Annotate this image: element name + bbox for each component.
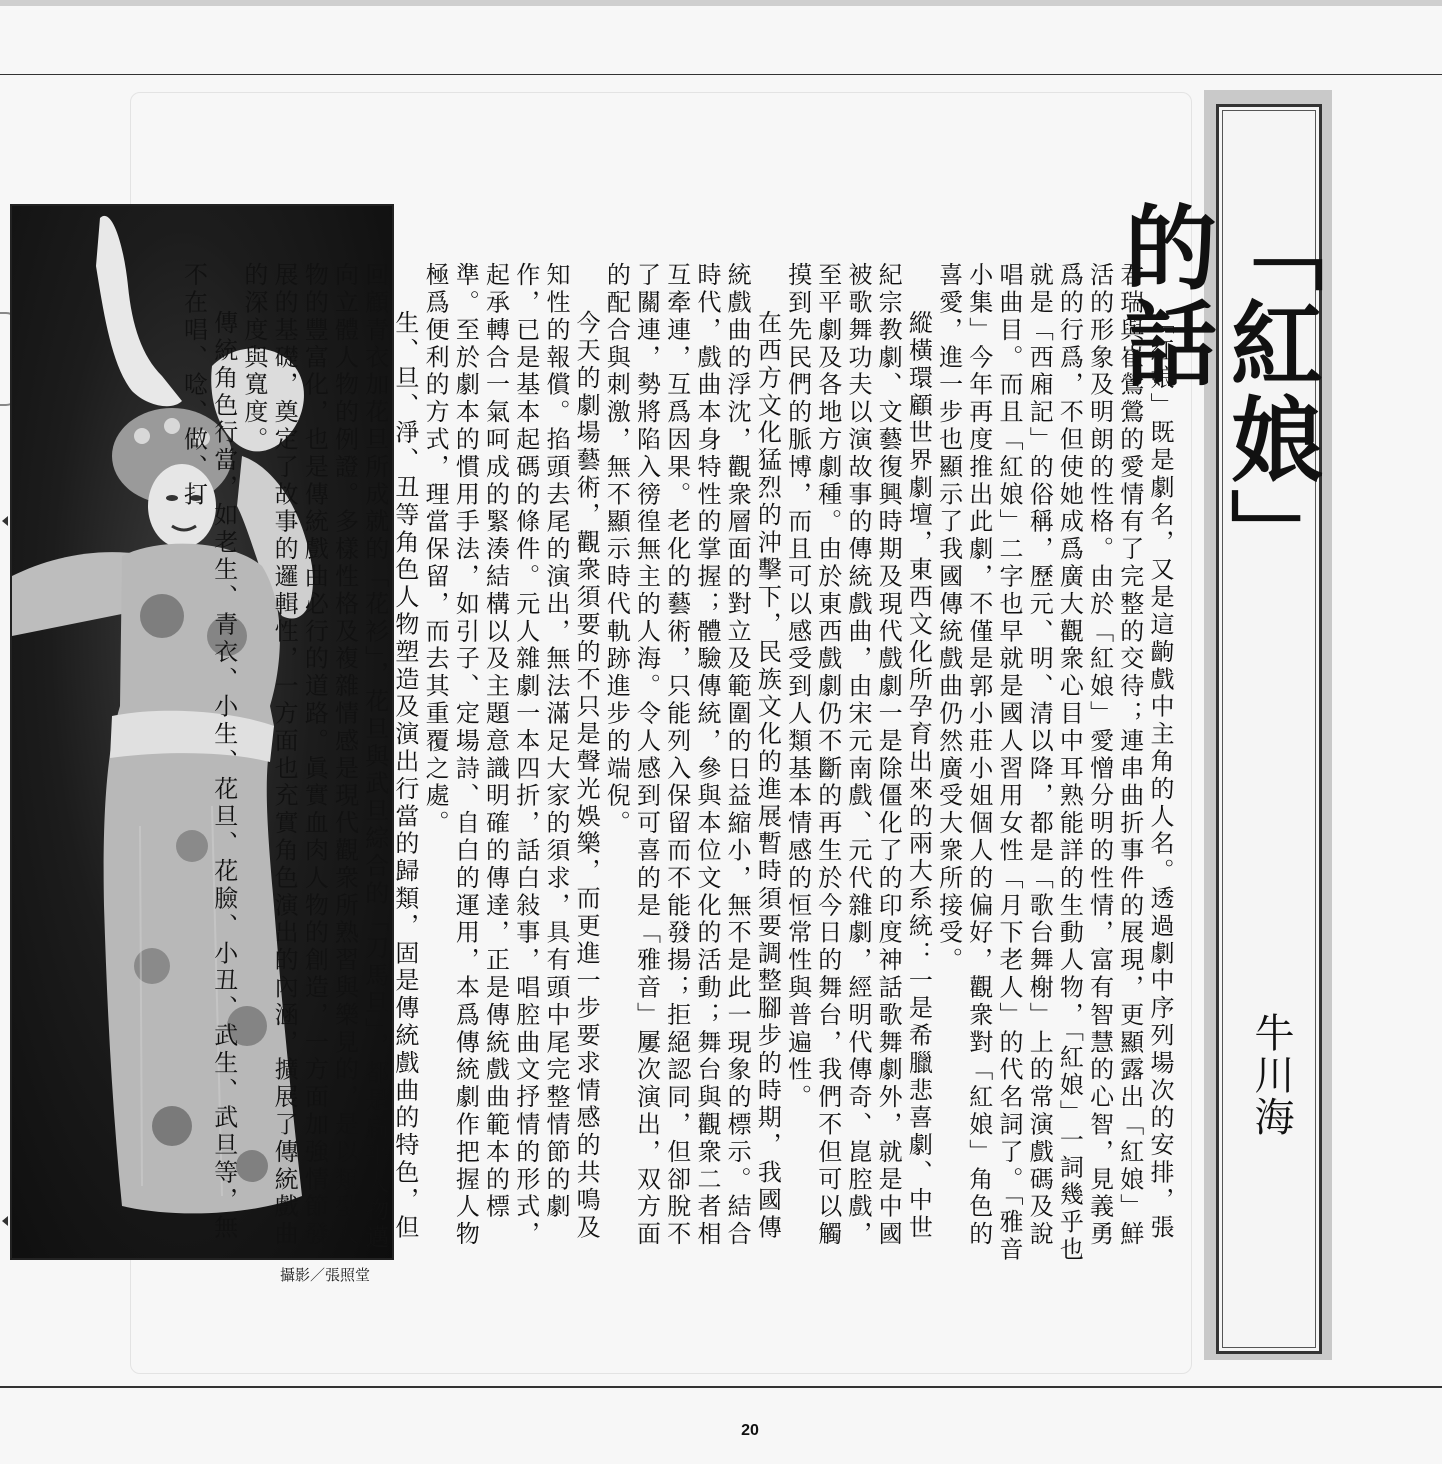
margin-arrow-icon — [2, 516, 8, 526]
article-paragraph: 在西方文化猛烈的沖擊下，民族文化的進展暫時須要調整腳步的時期，我國傳統戲曲的浮沈，觀衆層面的對立及範圍的日益縮小，無不是此一現象的標示。結合時代，戲曲本身特性的掌握；體驗傳統，參與本位文化的活動；舞台與觀衆二者相互牽連，互爲因果。老化的藝術，只能列入保留而不能發揚；拒絕認同，但卻脫不了關連，勢將陷入徬徨無主的人海。令人感到可喜的是「雅音」屢次演出，双方面的配合與刺激，無不顯示時代軌跡進步的端倪。 — [602, 262, 782, 1249]
bottom-rule — [0, 1386, 1442, 1388]
article-paragraph: 縱橫環顧世界劇壇，東西文化所孕育出來的兩大系統：一是希臘悲喜劇、中世紀宗教劇、文藝復興時期及現代戲劇一是除僵化了的印度神話歌舞劇外，就是中國被歌舞功夫以演故事的傳統戲曲，由宋元南戲、元代雜劇，經明代傳奇、崑腔戲，至平劇及各地方劇種。由於東西戲劇仍不斷的再生於今日的舞台，我們不但可以觸摸到先民們的脈博，而且可以感受到人類基本情感的恒常性與普遍性。 — [783, 262, 933, 1249]
article-paragraph: 今天的劇場藝術，觀衆須要的不只是聲光娛樂，而更進一步要求情感的共鳴及知性的報償。掐頭去尾的演出，無法滿足大家的須求，具有頭中尾完整情節的劇作，已是基本起碼的條件。元人雜劇一本四折，話白敍事，唱腔曲文抒情的形式，起承轉合一氣呵成的緊湊結構以及主題意識明確的傳達，正是傳統戲曲範本的標準。至於劇本的慣用手法，如引子、定場詩、自白的運用，本爲傳統劇作把握人物極爲便利的方式，理當保留，而去其重覆之處。 — [421, 262, 601, 1249]
page-number: 20 — [741, 1422, 759, 1439]
article-title: 「紅娘」的話 — [1110, 200, 1323, 584]
margin-arrow-icon — [2, 1216, 8, 1226]
top-rule — [0, 74, 1442, 75]
article-author: 牛川海 — [1248, 1012, 1294, 1138]
article-paragraph: 生、旦、淨、丑等角色人物塑造及演出行當的歸類，固是傳統戲曲的特色，但回顧青衣加花旦所成就的「花衫」，花旦與武旦綜合的「刀馬旦」，都是扁平人物邁向立體人物的例證。多樣性格及複雜情感是現代觀衆所熟習與樂見的，是以類型人物的豐富化，也是傳統戲曲必行的道路。眞實血肉人物的創造，一方面加強情節發展的基礎，奠定了故事的邏輯性，一方面也充實角色演出的內涵，擴展了傳統戲曲的深度與寬度。 — [239, 262, 419, 1252]
photo-credit: 攝影／張照堂 — [280, 1266, 371, 1284]
top-edge — [0, 0, 1442, 6]
article-body — [179, 262, 1175, 1268]
article-paragraph: 「紅娘」既是劇名，又是這齣戲中主角的人名。透過劇中序列場次的安排，張君瑞與崔鶯鶯的愛情有了完整的交待；連串曲折事件的展現，更顯露出「紅娘」鮮活的形象及明朗的性格。由於「紅娘」愛憎分明的性情，富有智慧的心智，見義勇爲的行爲，不但使她成爲廣大觀衆心目中耳熟能詳的生動人物，「紅娘」一詞幾乎也就是「西廂記」的俗稱，歷元、明、清以降，都是「歌台舞榭」上的常演戲碼及說唱曲目。而且「紅娘」二字也早就是國人習用女性「月下老人」的代名詞了。「雅音小集」今年再度推出此劇，不僅是郭小莊小姐個人的偏好，觀衆對「紅娘」角色的喜愛，進一步也顯示了我國傳統戲曲仍然廣受大衆所接受。 — [934, 262, 1174, 1264]
article-paragraph: 傳統角色行當，如老生、青衣、小生、花旦、花臉、小丑、武生、武旦等，無不在唱、唸、做、打 — [179, 262, 238, 1242]
